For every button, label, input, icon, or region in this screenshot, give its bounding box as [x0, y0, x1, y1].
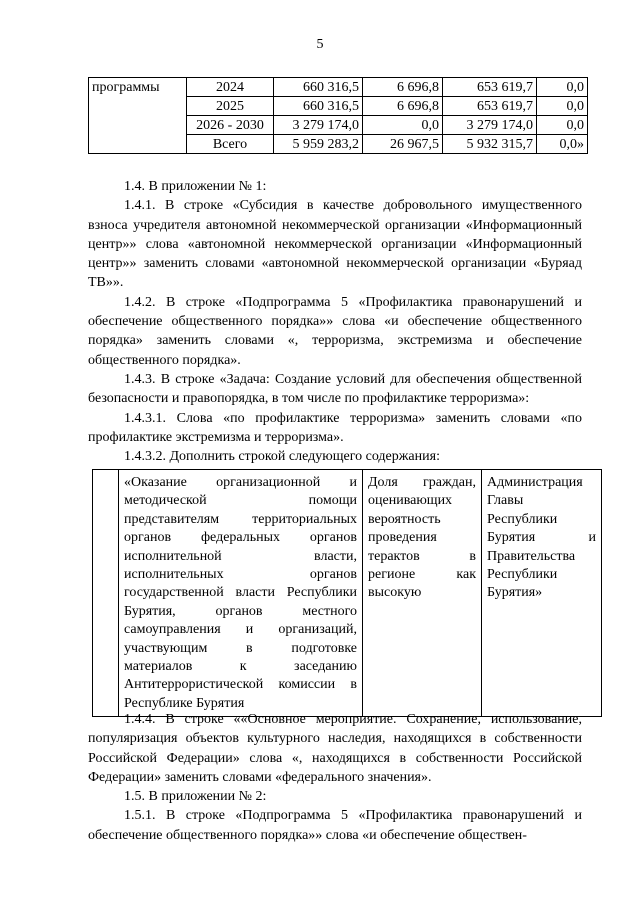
program-label-cell: программы — [89, 78, 187, 154]
paragraph: 1.4.3.1. Слова «по профилактике терроризма» заменить словами «по профилактике экстремизма и терроризма». — [88, 410, 582, 445]
value-cell: 6 696,8 — [363, 78, 443, 97]
value-cell: 3 279 174,0 — [443, 116, 537, 135]
value-cell: 0,0» — [537, 135, 588, 154]
period-cell: 2024 — [187, 78, 274, 97]
paragraph: 1.4.1. В строке «Субсидия в качестве добровольного имущественного взноса учредителя автономной некоммерческой организации «Информационный центр»» слова «автономной некоммерческой организации «Информационный центр»» заменить словами «автономной некоммерческой организации «Буряад ТВ»». — [88, 198, 582, 291]
value-cell: 653 619,7 — [443, 97, 537, 116]
paragraph: 1.5.1. В строке «Подпрограмма 5 «Профилактика правонарушений и обеспечение общественного порядка»» слова «и обеспечение обществен- — [88, 808, 582, 843]
value-cell: 0,0 — [363, 116, 443, 135]
value-cell: 0,0 — [537, 116, 588, 135]
amendments-text-upper — [88, 177, 582, 466]
period-cell: 2025 — [187, 97, 274, 116]
amendments-text-lower — [88, 710, 582, 845]
period-cell: 2026 - 2030 — [187, 116, 274, 135]
value-cell: 5 932 315,7 — [443, 135, 537, 154]
value-cell: 660 316,5 — [274, 97, 363, 116]
empty-cell — [93, 470, 119, 717]
value-cell: 653 619,7 — [443, 78, 537, 97]
table-row — [89, 78, 588, 97]
value-cell: 5 959 283,2 — [274, 135, 363, 154]
value-cell: 3 279 174,0 — [274, 116, 363, 135]
paragraph: 1.4.3.2. Дополнить строкой следующего содержания: — [124, 449, 440, 465]
inserted-row-table — [92, 469, 602, 717]
page-number: 5 — [316, 37, 324, 52]
paragraph: 1.5. В приложении № 2: — [124, 789, 267, 805]
indicator-cell: Доля граждан, оценивающих вероятность проведения терактов в регионе как высокую — [363, 470, 482, 717]
finance-table — [88, 77, 588, 154]
value-cell: 0,0 — [537, 78, 588, 97]
paragraph: 1.4.2. В строке «Подпрограмма 5 «Профилактика правонарушений и обеспечение общественного порядка»» слова «и обеспечение общественного порядка» заменить словами «, терроризма, экстремизма и обеспечение общественного порядка». — [88, 294, 582, 368]
value-cell: 26 967,5 — [363, 135, 443, 154]
period-cell: Всего — [187, 135, 274, 154]
value-cell: 6 696,8 — [363, 97, 443, 116]
activity-cell: «Оказание организационной и методической помощи представителям территориальных органов федеральных органов исполнительной власти, исполнительных органов государственной власти Республики Бурятия, органов местного самоуправления и организаций, участвующим в подготовке материалов к заседанию Антитеррористической комиссии в Республике Бурятия — [119, 470, 363, 717]
table-row — [93, 470, 602, 717]
executor-cell: Администрация Главы Республики Бурятия и Правительства Республики Бурятия» — [482, 470, 602, 717]
paragraph: 1.4.3. В строке «Задача: Создание условий для обеспечения общественной безопасности и правопорядка, в том числе по профилактике терроризма»: — [88, 371, 582, 407]
paragraph: 1.4.4. В строке ««Основное мероприятие. Сохранение, использование, популяризация объектов культурного наследия, находящихся в собственности Российской Федерации» слова «, находящихся в собственности Российской Федерации» заменить словами «федерального значения». — [88, 712, 582, 785]
paragraph: 1.4. В приложении № 1: — [124, 179, 267, 194]
value-cell: 0,0 — [537, 97, 588, 116]
value-cell: 660 316,5 — [274, 78, 363, 97]
